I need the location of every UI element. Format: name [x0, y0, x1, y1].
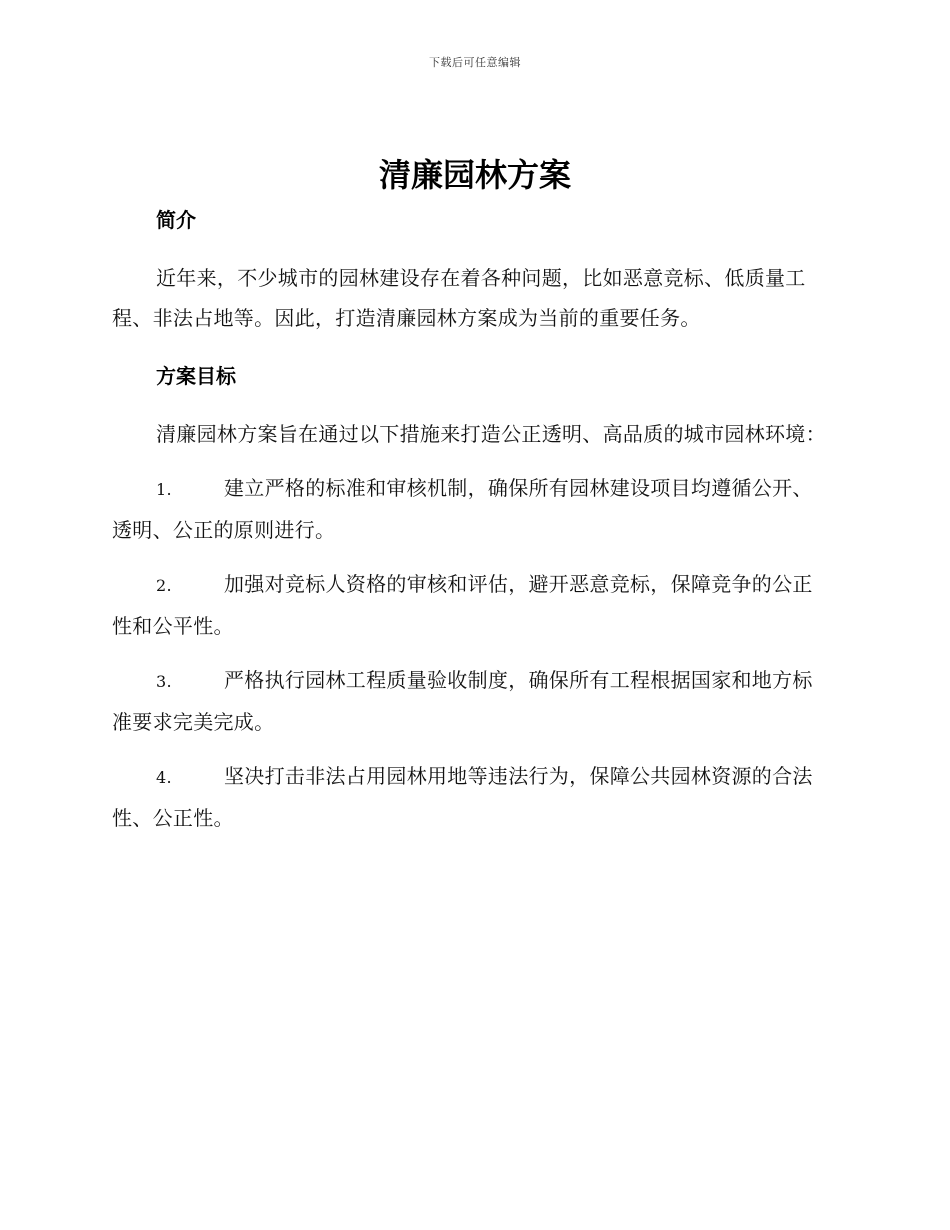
section-heading-goals: 方案目标: [156, 364, 236, 388]
list-item-text: 建立严格的标准和审核机制，确保所有园林建设项目均遵循公开、透明、公正的原则进行。: [112, 476, 813, 542]
list-item: [112, 756, 832, 838]
list-item-number: 1.: [156, 480, 172, 499]
list-item-number: 3.: [156, 672, 172, 691]
header-note: 下载后可任意编辑: [429, 56, 521, 69]
list-item-text: 加强对竞标人资格的审核和评估，避开恶意竞标，保障竞争的公正性和公平性。: [112, 572, 813, 638]
list-item-number: 2.: [156, 576, 172, 595]
goals-paragraph: 清廉园林方案旨在通过以下措施来打造公正透明、高品质的城市园林环境：: [156, 422, 826, 446]
intro-paragraph: 近年来，不少城市的园林建设存在着各种问题，比如恶意竞标、低质量工程、非法占地等。因此，打造清廉园林方案成为当前的重要任务。: [112, 266, 806, 330]
list-item-text: 坚决打击非法占用园林用地等违法行为，保障公共园林资源的合法性、公正性。: [112, 764, 813, 830]
list-item: [112, 660, 832, 742]
list-item: [112, 468, 832, 550]
list-item-number: 4.: [156, 768, 172, 787]
list-item: [112, 564, 832, 646]
list-item-text: 严格执行园林工程质量验收制度，确保所有工程根据国家和地方标准要求完美完成。: [112, 668, 813, 734]
document-body: [112, 204, 832, 838]
document-title: 清廉园林方案: [378, 156, 571, 194]
section-heading-intro: 简介: [156, 208, 196, 232]
